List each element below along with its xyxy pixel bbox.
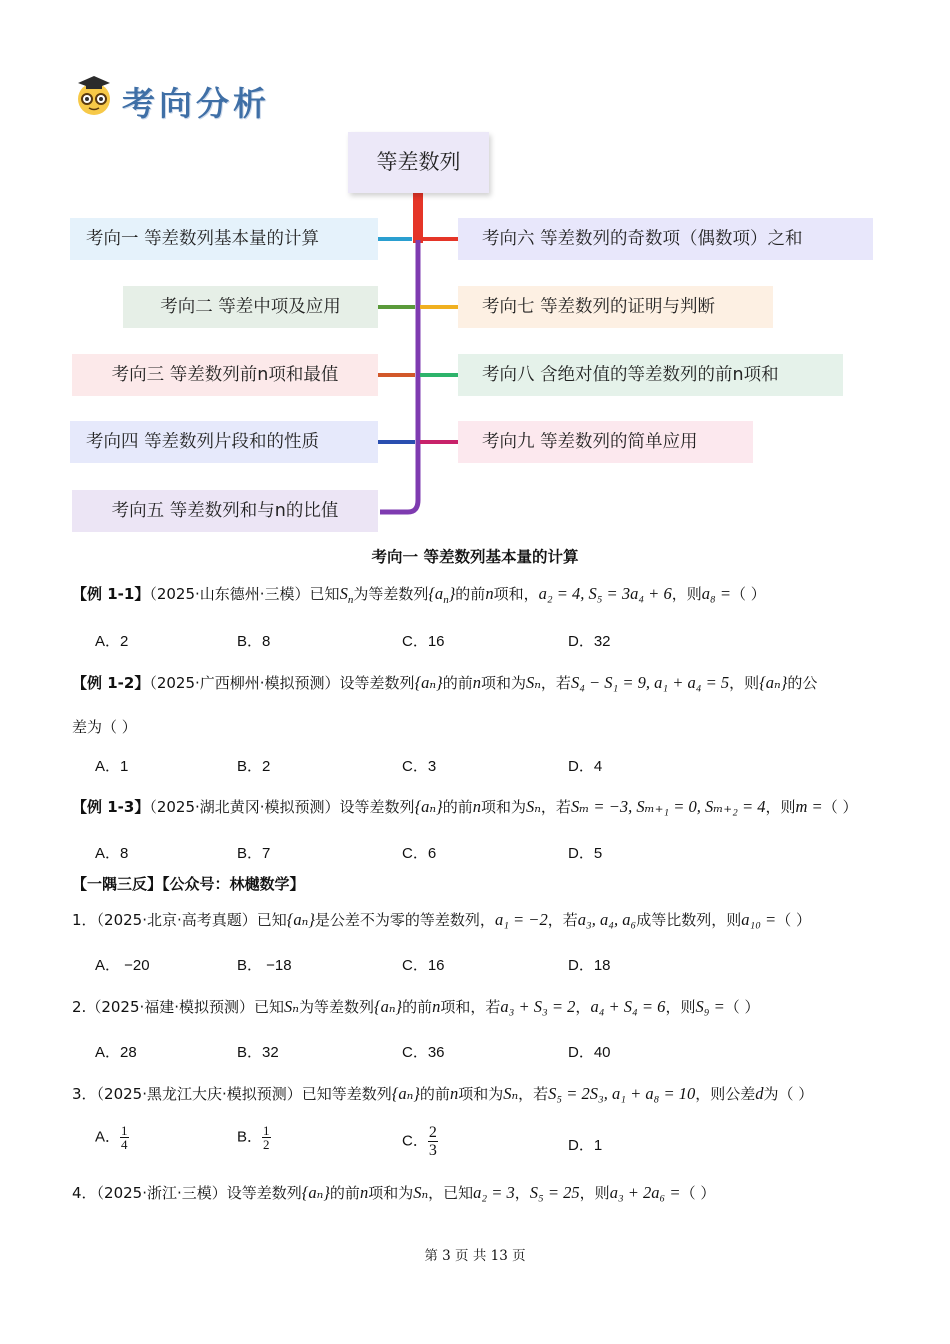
question-number: 4． xyxy=(72,1184,97,1202)
math-subscript: n xyxy=(443,594,449,606)
question-text: ，则 xyxy=(729,674,760,692)
math-expr: a₂ = 3 xyxy=(473,1183,515,1202)
option-label: B． xyxy=(237,1128,263,1146)
option-b[interactable]: B．7 xyxy=(237,845,271,862)
example-tag: 【例 1-1】 xyxy=(72,585,150,603)
question-text: ，则公差 xyxy=(695,1085,756,1103)
question-number: 1． xyxy=(72,911,97,929)
question-text: 已知 xyxy=(309,585,340,603)
math-expr: n xyxy=(432,997,441,1016)
option-c[interactable] xyxy=(402,1124,438,1159)
option-label: A． xyxy=(95,1128,121,1146)
fraction-denominator: 2 xyxy=(263,1137,270,1152)
math-expr: S xyxy=(339,584,348,603)
option-a[interactable]: A．1 xyxy=(95,758,129,775)
math-expr: Sₙ xyxy=(503,1084,519,1103)
option-d[interactable]: D．18 xyxy=(568,957,611,974)
option-a[interactable]: A．8 xyxy=(95,845,129,862)
example-tag: 【例 1-2】 xyxy=(72,674,150,692)
mindmap-node-left-5: 考向五 等差数列和与n的比值 xyxy=(72,490,378,532)
option-c[interactable]: C．3 xyxy=(402,758,437,775)
question-text: 设等差数列 xyxy=(339,674,415,692)
question-source: （2025·北京·高考真题） xyxy=(96,911,257,929)
practice-1 xyxy=(72,909,811,930)
option-c[interactable]: C．16 xyxy=(402,633,445,650)
question-text: 成等比数列，则 xyxy=(636,911,742,929)
question-text: ，若 xyxy=(540,674,571,692)
question-text: 已知等差数列 xyxy=(301,1085,392,1103)
question-text: 是公差不为零的等差数列， xyxy=(314,911,495,929)
fraction-numerator: 1 xyxy=(121,1123,128,1138)
example-1-3 xyxy=(72,796,857,817)
math-expr: {aₙ} xyxy=(414,673,443,692)
math-expr: {aₙ} xyxy=(286,910,315,929)
question-text: 项和为 xyxy=(458,1085,504,1103)
example-source: （2025·广西柳州·模拟预测） xyxy=(149,674,340,692)
page-footer: 第 3 页 共 13 页 xyxy=(424,1248,526,1264)
question-text: 项和，若 xyxy=(440,998,501,1016)
mindmap-node-right-7: 考向七 等差数列的证明与判断 xyxy=(458,286,773,328)
math-subscript: n xyxy=(347,594,354,606)
question-text: 的前 xyxy=(442,798,473,816)
math-expr: a₃ + S₃ = 2 xyxy=(500,997,576,1016)
question-source: （2025·浙江·三模） xyxy=(96,1184,227,1202)
option-c[interactable]: C．6 xyxy=(402,845,437,862)
question-source: （2025·福建·模拟预测） xyxy=(86,998,255,1016)
question-text: ，若 xyxy=(518,1085,549,1103)
mindmap-node-left-4: 考向四 等差数列片段和的性质 xyxy=(70,421,378,463)
mindmap-node-left-3: 考向三 等差数列前n项和最值 xyxy=(72,354,378,396)
option-b[interactable]: B．2 xyxy=(237,758,271,775)
math-expr: S₉ = xyxy=(695,997,725,1016)
option-d[interactable]: D．1 xyxy=(568,1137,603,1154)
math-expr: a₂ = 4, S₅ = 3a₄ + 6 xyxy=(538,584,672,603)
question-text: 为等差数列 xyxy=(298,998,374,1016)
question-text: 的前 xyxy=(419,1085,450,1103)
option-a[interactable]: A．28 xyxy=(95,1044,137,1061)
question-text: ，则 xyxy=(579,1184,610,1202)
math-expr: S₄ − S₁ = 9, a₁ + a₄ = 5 xyxy=(570,673,730,692)
math-expr: S₅ = 2S₃, a₁ + a₈ = 10 xyxy=(548,1084,696,1103)
math-expr: {aₙ} xyxy=(374,997,403,1016)
question-text: ， xyxy=(575,998,591,1016)
math-expr: {aₙ} xyxy=(301,1183,330,1202)
example-tag: 【例 1-3】 xyxy=(72,798,150,816)
question-text: 为等差数列 xyxy=(353,585,429,603)
option-d[interactable]: D．4 xyxy=(568,758,603,775)
option-label: C． xyxy=(402,1132,428,1150)
mindmap-node-right-6: 考向六 等差数列的奇数项（偶数项）之和 xyxy=(458,218,873,260)
example-source: （2025·山东德州·三模） xyxy=(149,585,310,603)
question-source: （2025·黑龙江大庆·模拟预测） xyxy=(96,1085,302,1103)
fraction xyxy=(428,1124,438,1159)
option-c[interactable]: C．36 xyxy=(402,1044,445,1061)
math-expr: a₁₀ = xyxy=(741,910,777,929)
option-d[interactable]: D．32 xyxy=(568,633,611,650)
question-text: 的前 xyxy=(402,998,433,1016)
math-expr: Sₘ = −3, Sₘ₊₁ = 0, Sₘ₊₂ = 4 xyxy=(570,797,766,816)
example-1-2 xyxy=(72,672,817,693)
math-expr: {a xyxy=(428,584,444,603)
example-1-2-line2: 差为（ ） xyxy=(72,718,137,736)
math-expr: a₃ + 2a₆ = xyxy=(609,1183,681,1202)
option-b[interactable] xyxy=(237,1124,271,1151)
mindmap xyxy=(0,0,950,540)
math-expr: Sₙ xyxy=(525,673,541,692)
math-expr: } xyxy=(448,584,456,603)
practice-4 xyxy=(72,1182,715,1203)
math-expr: Sₙ xyxy=(284,997,299,1016)
answer-blank: 为（ ） xyxy=(763,1085,814,1103)
question-number: 2. xyxy=(72,998,87,1016)
question-text: ，则 xyxy=(665,998,696,1016)
question-text: ，若 xyxy=(547,911,578,929)
option-a[interactable]: A．2 xyxy=(95,633,129,650)
math-expr: a₃, a₄, a₆ xyxy=(577,910,637,929)
question-text: 项和为 xyxy=(368,1184,414,1202)
answer-blank: （ ） xyxy=(724,998,760,1016)
math-expr: a₁ = −2 xyxy=(494,910,548,929)
question-text: 已知 xyxy=(254,998,285,1016)
math-expr: {aₙ} xyxy=(414,797,443,816)
option-d[interactable]: D．40 xyxy=(568,1044,611,1061)
math-expr: {aₙ} xyxy=(391,1084,420,1103)
math-expr: n xyxy=(359,1183,369,1202)
mindmap-node-right-9: 考向九 等差数列的简单应用 xyxy=(458,421,753,463)
question-text: 的前 xyxy=(455,585,486,603)
mindmap-root: 等差数列 xyxy=(348,132,489,193)
question-text: 项和， xyxy=(493,585,539,603)
question-text: 的前 xyxy=(329,1184,360,1202)
math-expr: {aₙ} xyxy=(759,673,788,692)
option-a[interactable] xyxy=(95,1124,129,1151)
option-c[interactable]: C．16 xyxy=(402,957,445,974)
mindmap-node-left-2: 考向二 等差中项及应用 xyxy=(123,286,378,328)
answer-blank: （ ） xyxy=(680,1184,716,1202)
question-text: 项和为 xyxy=(480,798,526,816)
answer-blank: （ ） xyxy=(730,585,766,603)
question-text: ，已知 xyxy=(428,1184,474,1202)
fraction xyxy=(120,1124,129,1151)
question-text: ，则 xyxy=(765,798,796,816)
math-expr: Sₙ xyxy=(413,1183,429,1202)
question-text: 项和为 xyxy=(480,674,526,692)
answer-blank: （ ） xyxy=(822,798,858,816)
question-text: ，若 xyxy=(540,798,571,816)
example-1-1 xyxy=(72,583,766,606)
math-expr: Sₙ xyxy=(525,797,541,816)
question-text: 的公 xyxy=(787,674,818,692)
mindmap-node-left-1: 考向一 等差数列基本量的计算 xyxy=(70,218,378,260)
question-text: 的前 xyxy=(442,674,473,692)
question-text: ，则 xyxy=(671,585,702,603)
math-expr: d xyxy=(755,1084,764,1103)
option-b[interactable]: B． −18 xyxy=(237,957,292,974)
option-d[interactable]: D．5 xyxy=(568,845,603,862)
mindmap-node-right-8: 考向八 含绝对值的等差数列的前n项和 xyxy=(458,354,843,396)
question-text: 设等差数列 xyxy=(339,798,415,816)
math-expr: m = xyxy=(795,797,823,816)
section-title: 考向一 等差数列基本量的计算 xyxy=(371,548,579,566)
question-text: 设等差数列 xyxy=(226,1184,302,1202)
practice-2 xyxy=(72,996,759,1017)
answer-blank: （ ） xyxy=(776,911,811,929)
practice-3 xyxy=(72,1083,813,1104)
question-number: 3． xyxy=(72,1085,97,1103)
fraction-denominator: 3 xyxy=(428,1142,437,1159)
option-b[interactable]: B．8 xyxy=(237,633,271,650)
math-expr: n xyxy=(472,797,481,816)
fraction-denominator: 4 xyxy=(121,1137,128,1152)
fraction-numerator: 1 xyxy=(263,1123,270,1138)
example-source: （2025·湖北黄冈·模拟预测） xyxy=(149,798,340,816)
option-b[interactable]: B．32 xyxy=(237,1044,279,1061)
option-a[interactable]: A． −20 xyxy=(95,957,150,974)
math-expr: a₄ + S₄ = 6 xyxy=(590,997,666,1016)
question-text: 已知 xyxy=(256,911,287,929)
question-text: ， xyxy=(514,1184,530,1202)
math-expr: n xyxy=(472,673,481,692)
section-header-title: 考向分析 xyxy=(122,84,270,123)
practice-header: 【一隅三反】【公众号：林樾数学】 xyxy=(72,875,305,893)
math-expr: S₅ = 25 xyxy=(529,1183,580,1202)
fraction xyxy=(262,1124,271,1151)
math-expr: n xyxy=(485,584,494,603)
math-expr: n xyxy=(449,1084,459,1103)
fraction-numerator: 2 xyxy=(428,1124,437,1141)
math-expr: a₈ = xyxy=(701,584,731,603)
